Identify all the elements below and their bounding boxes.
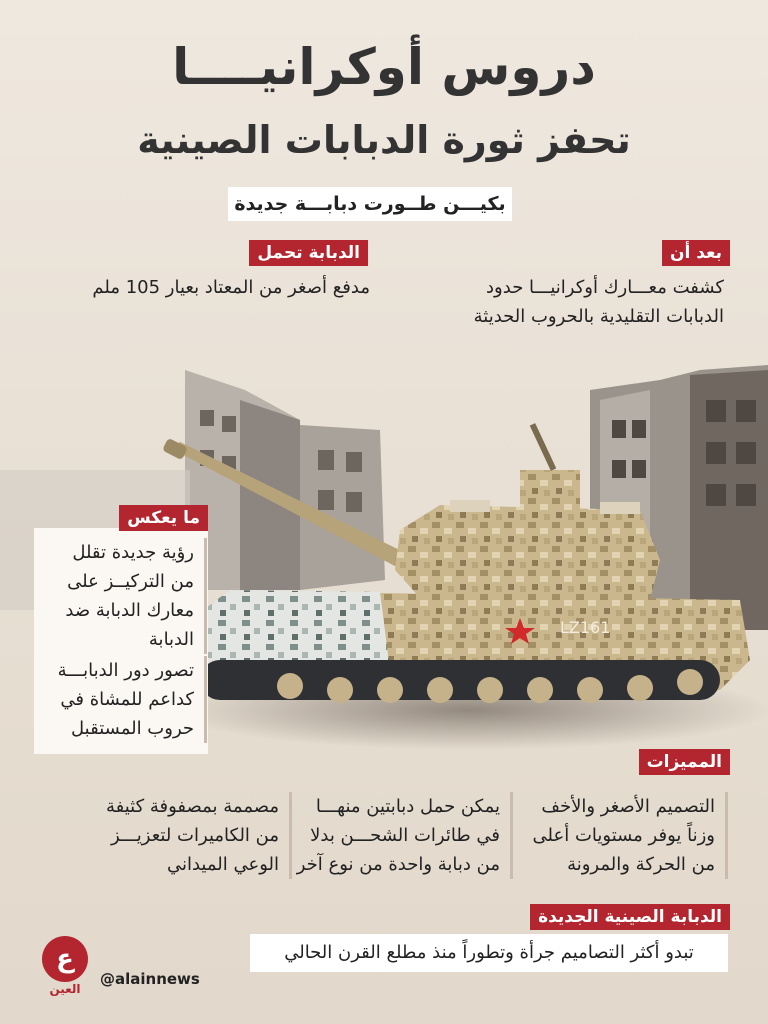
reflects-item-2-line: تصور دور الدبابـــة	[57, 660, 194, 681]
feature-col-2-line: من دبابة واحدة من نوع آخر	[296, 854, 500, 875]
feature-col-3-line: من الكاميرات لتعزيـــز	[111, 825, 279, 846]
main-title: دروس أوكرانيــــا	[172, 38, 596, 96]
reflects-item-1-line: معارك الدبابة ضد	[65, 600, 194, 621]
feature-col-1	[515, 792, 728, 879]
brand-logo-name: العين	[49, 982, 81, 996]
carries-tag: الدبابة تحمل	[249, 240, 368, 266]
carries-block	[250, 241, 368, 265]
reflects-tag: ما يعكس	[119, 505, 208, 531]
carries-text: مدفع أصغر من المعتاد بعيار 105 ملم	[92, 277, 370, 298]
feature-col-2-line: في طائرات الشحـــن بدلا	[310, 825, 500, 846]
reflects-item-2	[34, 656, 207, 743]
feature-col-1-line: التصميم الأصغر والأخف	[541, 796, 715, 817]
feature-col-2	[292, 792, 513, 879]
reflects-item-1	[34, 538, 207, 654]
features-block	[639, 750, 730, 774]
after-line: كشفت معـــارك أوكرانيـــا حدود	[486, 277, 724, 298]
features-tag: المميزات	[639, 749, 730, 775]
feature-col-2-line: يمكن حمل دبابتين منهـــا	[315, 796, 500, 817]
subtitle-box: بكيـــن طــورت دبابـــة جديدة	[228, 187, 512, 221]
secondary-title: تحفز ثورة الدبابات الصينية	[137, 118, 631, 162]
brand-logo-icon: ع	[42, 936, 88, 982]
reflects-block	[90, 506, 208, 530]
after-tag: بعد أن	[662, 240, 730, 266]
after-text	[364, 273, 724, 331]
reflects-item-1-line: من التركيــز على	[67, 571, 194, 592]
social-handle: @alainnews	[100, 970, 200, 988]
after-line: الدبابات التقليدية بالحروب الحديثة	[473, 306, 724, 327]
remote-weapon-station	[520, 470, 580, 510]
feature-col-3-line: الوعي الميداني	[166, 854, 279, 875]
reflects-item-1-line: رؤية جديدة تقلل	[72, 542, 194, 563]
after-block	[662, 241, 730, 265]
new-tank-tag: الدبابة الصينية الجديدة	[530, 904, 730, 930]
reflects-item-2-line: حروب المستقبل	[71, 718, 194, 739]
feature-col-3-line: مصممة بمصفوفة كثيفة	[105, 796, 279, 817]
reflects-item-2-line: كداعم للمشاة في	[60, 689, 194, 710]
feature-col-1-line: وزناً يوفر مستويات أعلى	[532, 825, 715, 846]
tank-marking: LZ161	[560, 618, 611, 637]
new-tank-text: تبدو أكثر التصاميم جرأة وتطوراً منذ مطلع القرن الحالي	[250, 934, 728, 972]
tank-turret	[395, 505, 660, 600]
weapon-station-gun	[530, 423, 557, 471]
feature-col-1-line: من الحركة والمرونة	[567, 854, 715, 875]
new-tank-block	[530, 905, 730, 929]
muzzle-brake	[162, 438, 188, 460]
reflects-item-1-line: الدبابة	[148, 629, 194, 650]
feature-col-3	[69, 792, 292, 879]
